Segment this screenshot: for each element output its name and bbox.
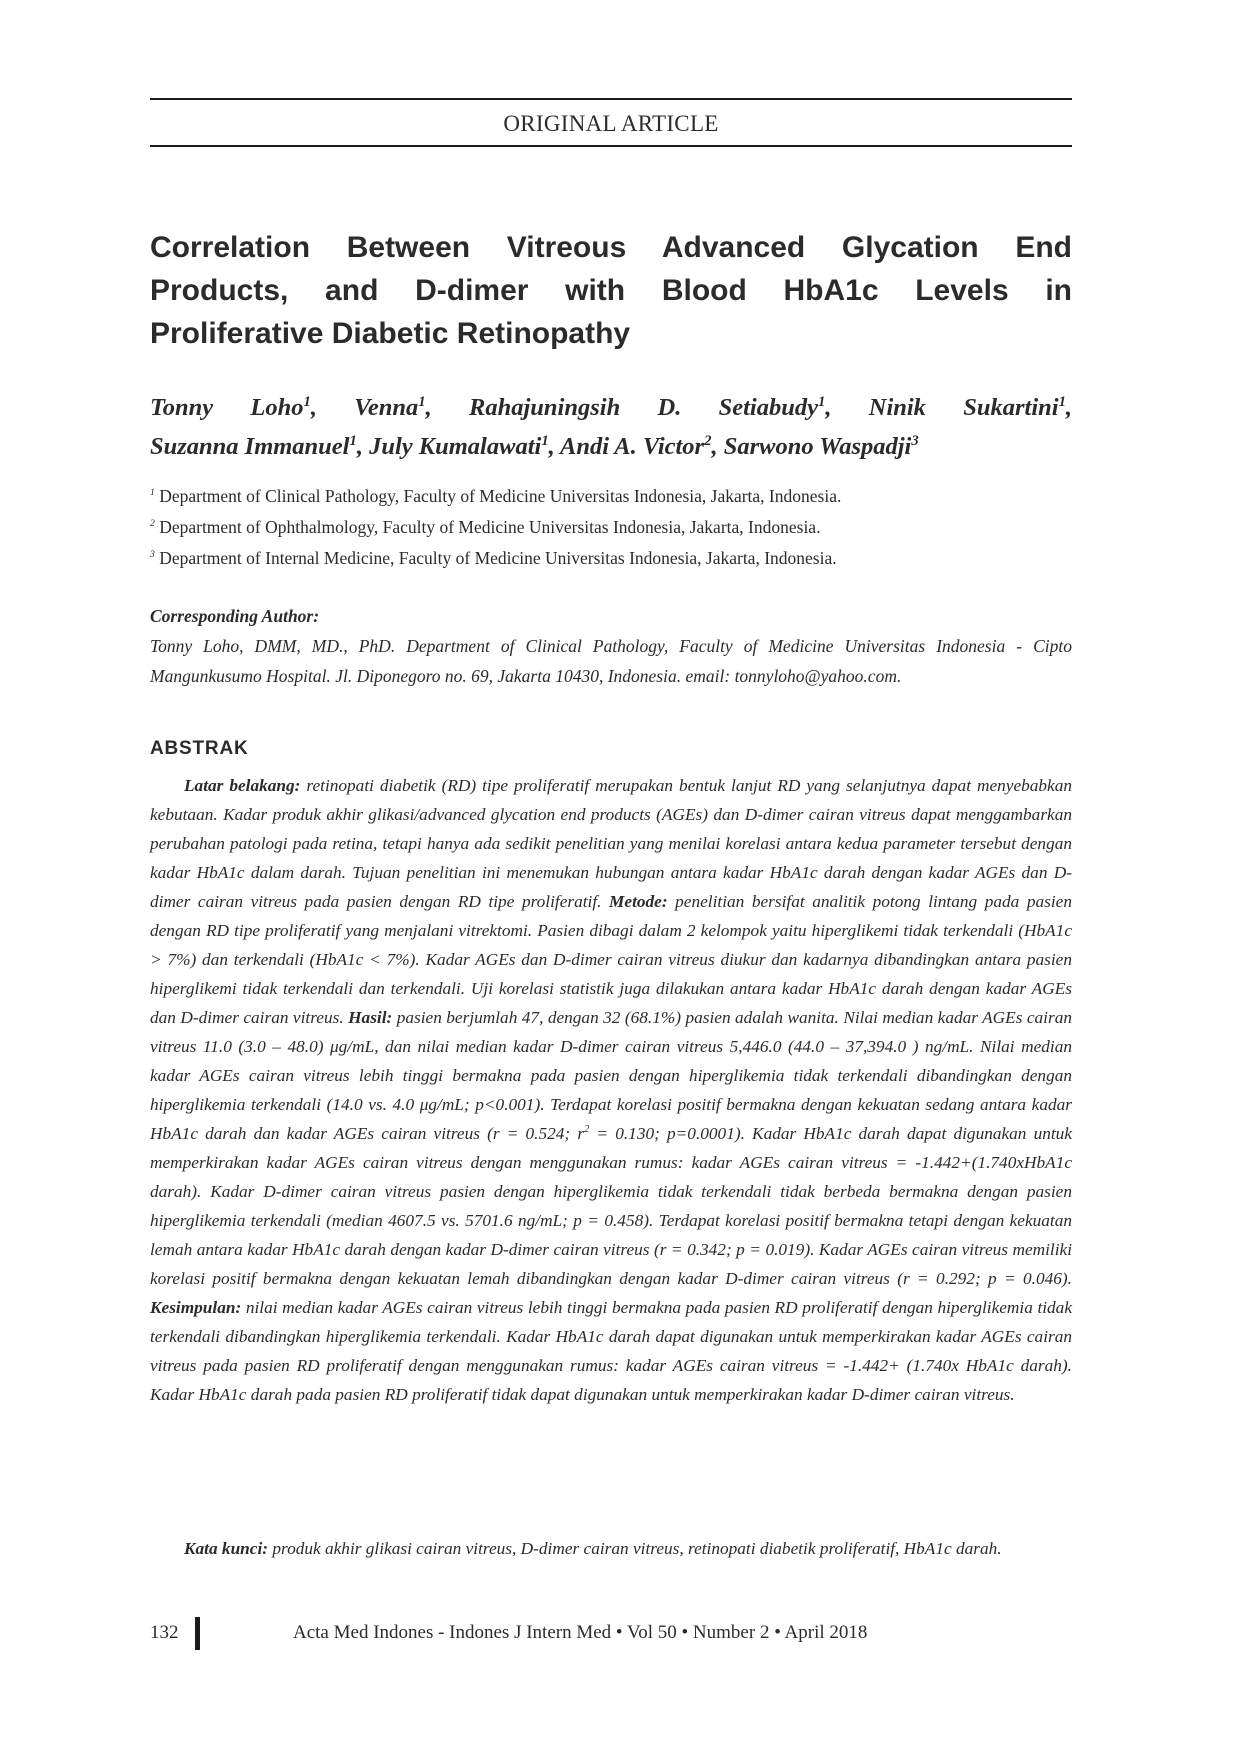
- abstract-background-text: retinopati diabetik (RD) tipe proliferatif merupakan bentuk lanjut RD yang selanjutnya dapat menyebabkan kebutaan. Kadar produk akhir glikasi/advanced glycation end products (AGEs) dan D-dimer cairan vitreus dapat menggambarkan perubahan patologi pada retina, tetapi hanya ada sedikit penelitian yang menilai korelasi antara kedua parameter tersebut dengan kadar HbA1c dalam darah. Tujuan penelitian ini menemukan hubungan antara kadar HbA1c darah dengan kadar AGEs dan D-dimer cairan vitreus pada pasien dengan RD tipe proliferatif.: [150, 776, 1072, 911]
- keywords-label: Kata kunci:: [184, 1539, 269, 1558]
- author-line-2: [150, 427, 1072, 466]
- author: Sarwono Waspadji$^3$: [723, 432, 919, 460]
- author-line-1: [150, 388, 1072, 427]
- abstract-conclusion-label: Kesimpulan:: [150, 1298, 242, 1317]
- abstract-results-superscript: 2: [584, 1124, 590, 1136]
- corresponding-author: [150, 601, 1072, 691]
- author: Venna$^1$,: [354, 393, 470, 421]
- abstract-results-text: pasien berjumlah 47, dengan 32 (68.1%) pasien adalah wanita. Nilai median kadar AGEs cairan vitreus 11.0 (3.0 – 48.0) μg/mL, dan nilai median kadar D-dimer cairan vitreus 5,446.0 (44.0 – 37,394.0 ) ng/mL. Nilai median kadar AGEs cairan vitreus lebih tinggi bermakna pada pasien dengan hiperglikemia tidak terkendali dibandingkan dengan hiperglikemia terkendali (14.0 vs. 4.0 μg/mL; p<0.001). Terdapat korelasi positif bermakna dengan kekuatan sedang antara kadar HbA1c darah dan kadar AGEs cairan vitreus (r = 0.524; r: [150, 1008, 1072, 1143]
- page-number: 132: [150, 1622, 179, 1643]
- affiliation: $^2$ Department of Ophthalmology, Faculty of Medicine Universitas Indonesia, Jakarta, Indonesia.: [150, 517, 821, 537]
- article-title: [150, 226, 1072, 355]
- corresponding-author-details: Tonny Loho, DMM, MD., PhD. Department of Clinical Pathology, Faculty of Medicine Universitas Indonesia - Cipto Mangunkusumo Hospital. Jl. Diponegoro no. 69, Jakarta 10430, Indonesia. email: tonnyloho@yahoo.com.: [150, 636, 1072, 686]
- abstract-body: [150, 771, 1072, 1409]
- author-list: [150, 388, 1072, 466]
- section-label: ORIGINAL ARTICLE: [503, 111, 719, 136]
- keywords: [150, 1534, 1072, 1563]
- author: Ninik Sukartini$^1$,: [868, 393, 1073, 421]
- author: Rahajuningsih D. Setiabudy$^1$,: [469, 393, 869, 421]
- title-line-3: Proliferative Diabetic Retinopathy: [150, 317, 631, 350]
- affiliation-list: [150, 481, 1072, 574]
- author: Andi A. Victor$^2$,: [560, 432, 724, 460]
- author: Tonny Loho$^1$,: [150, 393, 355, 421]
- abstract-methods-text: penelitian bersifat analitik potong lintang pada pasien dengan RD tipe proliferatif yang menjalani vitrektomi. Pasien dibagi dalam 2 kelompok yaitu hiperglikemi tidak terkendali (HbA1c > 7%) dan terkendali (HbA1c < 7%). Kadar AGEs dan D-dimer cairan vitreus diukur dan kadarnya dibandingkan antara pasien hiperglikemi tidak terkendali dan terkendali. Uji korelasi statistik juga dilakukan antara kadar HbA1c darah dengan kadar AGEs dan D-dimer cairan vitreus.: [150, 892, 1072, 1027]
- header-top-rule: [150, 98, 1072, 100]
- abstract-background-label: Latar belakang:: [184, 776, 301, 795]
- abstract-heading: ABSTRAK: [150, 738, 249, 759]
- abstract-results-label: Hasil:: [348, 1008, 393, 1027]
- page-footer: [150, 1616, 1072, 1650]
- title-line-1: Correlation Between Vitreous Advanced Glycation End: [150, 231, 1072, 264]
- keywords-text: produk akhir glikasi cairan vitreus, D-dimer cairan vitreus, retinopati diabetik proliferatif, HbA1c darah.: [268, 1539, 1002, 1558]
- journal-citation: Acta Med Indones - Indones J Intern Med • Vol 50 • Number 2 • April 2018: [293, 1622, 868, 1643]
- corresponding-author-heading: Corresponding Author:: [150, 606, 320, 626]
- abstract-conclusion-text: nilai median kadar AGEs cairan vitreus lebih tinggi bermakna pada pasien RD proliferatif dengan hiperglikemia tidak terkendali dibandingkan hiperglikemia terkendali. Kadar HbA1c darah dapat digunakan untuk memperkirakan kadar AGEs cairan vitreus pada pasien RD proliferatif dengan menggunakan rumus: kadar AGEs cairan vitreus = -1.442+ (1.740x HbA1c darah). Kadar HbA1c darah pada pasien RD proliferatif tidak dapat digunakan untuk memperkirakan kadar D-dimer cairan vitreus.: [150, 1298, 1072, 1404]
- abstract-methods-label: Metode:: [609, 892, 668, 911]
- header-bottom-rule: [150, 145, 1072, 147]
- author: Suzanna Immanuel$^1$,: [150, 432, 370, 460]
- footer-divider-bar: [195, 1617, 200, 1650]
- affiliation: $^3$ Department of Internal Medicine, Faculty of Medicine Universitas Indonesia, Jakarta, Indonesia.: [150, 548, 837, 568]
- title-line-2: Products, and D-dimer with Blood HbA1c Levels in: [150, 274, 1072, 307]
- author: July Kumalawati$^1$,: [369, 432, 560, 460]
- abstract-results-text-continued: = 0.130; p=0.0001). Kadar HbA1c darah dapat digunakan untuk memperkirakan kadar AGEs cairan vitreus dengan menggunakan rumus: kadar AGEs cairan vitreus = -1.442+(1.740xHbA1c darah). Kadar D-dimer cairan vitreus pasien dengan hiperglikemia tidak terkendali tidak berbeda bermakna dengan pasien hiperglikemia terkendali (median 4607.5 vs. 5701.6 ng/mL; p = 0.458). Terdapat korelasi positif bermakna tetapi dengan kekuatan lemah antara kadar HbA1c darah dengan kadar D-dimer cairan vitreus (r = 0.342; p = 0.019). Kadar AGEs cairan vitreus memiliki korelasi positif bermakna dengan kekuatan lemah dibandingkan dengan kadar D-dimer cairan vitreus (r = 0.292; p = 0.046).: [150, 1124, 1072, 1288]
- affiliation: $^1$ Department of Clinical Pathology, Faculty of Medicine Universitas Indonesia, Jakarta, Indonesia.: [150, 486, 842, 506]
